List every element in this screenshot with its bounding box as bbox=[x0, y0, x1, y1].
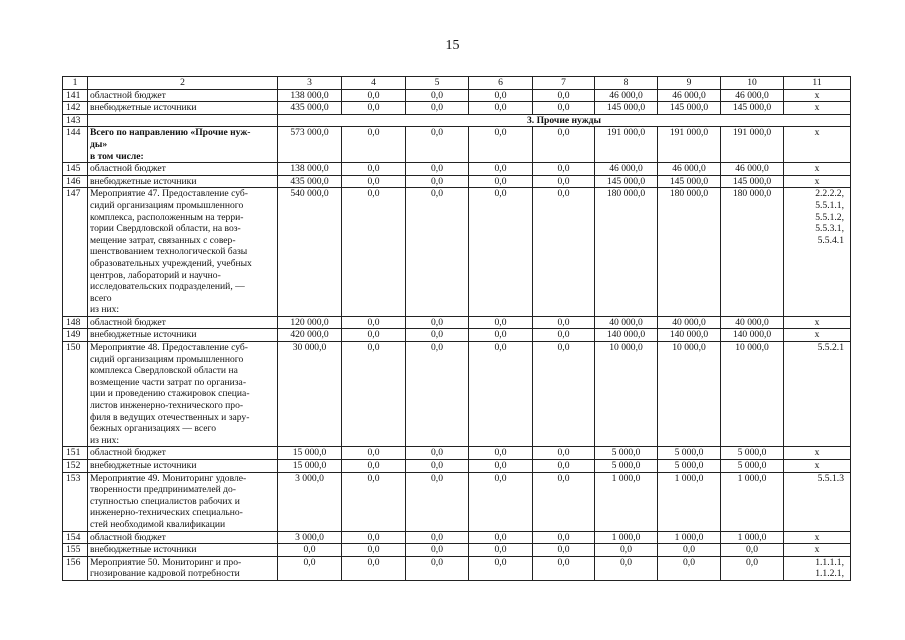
table-row bbox=[63, 114, 851, 127]
value-cell-col9: 0,0 bbox=[658, 544, 721, 557]
table-row bbox=[63, 447, 851, 460]
target-code-cell: 5.5.2.1 bbox=[784, 342, 851, 447]
row-number: 145 bbox=[63, 163, 88, 176]
value-cell-col6: 0,0 bbox=[469, 544, 533, 557]
table-row bbox=[63, 163, 851, 176]
table-row bbox=[63, 472, 851, 531]
value-cell-col8: 0,0 bbox=[595, 544, 658, 557]
target-code-cell: x bbox=[784, 329, 851, 342]
value-cell-col8: 1 000,0 bbox=[595, 531, 658, 544]
value-cell-col9: 145 000,0 bbox=[658, 175, 721, 188]
row-label: областной бюджет bbox=[88, 531, 278, 544]
value-cell-col7: 0,0 bbox=[533, 531, 595, 544]
header-cell-1: 1 bbox=[63, 77, 88, 90]
value-cell-col7: 0,0 bbox=[533, 89, 595, 102]
row-number: 149 bbox=[63, 329, 88, 342]
page-number: 15 bbox=[445, 38, 460, 53]
target-code-cell: x bbox=[784, 544, 851, 557]
value-cell-col9: 46 000,0 bbox=[658, 163, 721, 176]
row-number: 152 bbox=[63, 460, 88, 473]
value-cell-col10: 145 000,0 bbox=[721, 175, 784, 188]
value-cell-col4: 0,0 bbox=[342, 329, 406, 342]
value-cell-col7: 0,0 bbox=[533, 102, 595, 115]
header-cell-5: 5 bbox=[406, 77, 469, 90]
value-cell-col5: 0,0 bbox=[406, 329, 469, 342]
row-label: Мероприятие 50. Мониторинг и про- гнозирование кадровой потребности bbox=[88, 556, 278, 580]
header-cell-9: 9 bbox=[658, 77, 721, 90]
value-cell-col9: 145 000,0 bbox=[658, 102, 721, 115]
row-label: Мероприятие 48. Предоставление суб- сидий организациям промышленного комплекса Свердловской области на возмещение части затрат по организа- ции и проведению стажировок специа- листов инженерно-технического про- филя в ведущих отечественных и зару- бежных организациях — всего из них: bbox=[88, 342, 278, 447]
value-cell-col3: 435 000,0 bbox=[278, 102, 342, 115]
value-cell-col9: 5 000,0 bbox=[658, 460, 721, 473]
value-cell-col3: 138 000,0 bbox=[278, 89, 342, 102]
row-label: внебюджетные источники bbox=[88, 102, 278, 115]
value-cell-col6: 0,0 bbox=[469, 127, 533, 163]
value-cell-col4: 0,0 bbox=[342, 89, 406, 102]
value-cell-col4: 0,0 bbox=[342, 316, 406, 329]
value-cell-col7: 0,0 bbox=[533, 447, 595, 460]
value-cell-col3: 3 000,0 bbox=[278, 531, 342, 544]
table-row bbox=[63, 556, 851, 580]
value-cell-col10: 5 000,0 bbox=[721, 447, 784, 460]
table-header-row bbox=[63, 77, 851, 90]
target-code-cell: x bbox=[784, 89, 851, 102]
target-code-cell: 2.2.2.2, 5.5.1.1, 5.5.1.2, 5.5.3.1, 5.5.4.1 bbox=[784, 188, 851, 317]
value-cell-col6: 0,0 bbox=[469, 460, 533, 473]
value-cell-col4: 0,0 bbox=[342, 472, 406, 531]
value-cell-col8: 5 000,0 bbox=[595, 447, 658, 460]
value-cell-col5: 0,0 bbox=[406, 531, 469, 544]
value-cell-col7: 0,0 bbox=[533, 460, 595, 473]
value-cell-col4: 0,0 bbox=[342, 342, 406, 447]
value-cell-col3: 0,0 bbox=[278, 556, 342, 580]
header-cell-3: 3 bbox=[278, 77, 342, 90]
row-number: 154 bbox=[63, 531, 88, 544]
value-cell-col10: 10 000,0 bbox=[721, 342, 784, 447]
value-cell-col8: 145 000,0 bbox=[595, 102, 658, 115]
table-row bbox=[63, 544, 851, 557]
target-code-cell: 5.5.1.3 bbox=[784, 472, 851, 531]
value-cell-col4: 0,0 bbox=[342, 531, 406, 544]
target-code-cell: x bbox=[784, 102, 851, 115]
value-cell-col10: 40 000,0 bbox=[721, 316, 784, 329]
value-cell-col3: 540 000,0 bbox=[278, 188, 342, 317]
table-row bbox=[63, 316, 851, 329]
target-code-cell: x bbox=[784, 460, 851, 473]
value-cell-col7: 0,0 bbox=[533, 472, 595, 531]
value-cell-col3: 15 000,0 bbox=[278, 460, 342, 473]
value-cell-col8: 140 000,0 bbox=[595, 329, 658, 342]
value-cell-col6: 0,0 bbox=[469, 531, 533, 544]
value-cell-col5: 0,0 bbox=[406, 102, 469, 115]
row-label: Мероприятие 49. Мониторинг удовле- творенности предпринимателей до- ступностью специалистов рабочих и инженерно-технических специально- стей необходимой квалификации bbox=[88, 472, 278, 531]
value-cell-col5: 0,0 bbox=[406, 472, 469, 531]
value-cell-col10: 46 000,0 bbox=[721, 163, 784, 176]
value-cell-col8: 0,0 bbox=[595, 556, 658, 580]
value-cell-col6: 0,0 bbox=[469, 342, 533, 447]
row-number: 156 bbox=[63, 556, 88, 580]
header-cell-7: 7 bbox=[533, 77, 595, 90]
value-cell-col9: 40 000,0 bbox=[658, 316, 721, 329]
value-cell-col4: 0,0 bbox=[342, 544, 406, 557]
row-number: 151 bbox=[63, 447, 88, 460]
value-cell-col3: 0,0 bbox=[278, 544, 342, 557]
value-cell-col9: 1 000,0 bbox=[658, 531, 721, 544]
value-cell-col5: 0,0 bbox=[406, 556, 469, 580]
value-cell-col4: 0,0 bbox=[342, 163, 406, 176]
table-row bbox=[63, 102, 851, 115]
value-cell-col4: 0,0 bbox=[342, 556, 406, 580]
value-cell-col6: 0,0 bbox=[469, 316, 533, 329]
value-cell-col3: 3 000,0 bbox=[278, 472, 342, 531]
value-cell-col5: 0,0 bbox=[406, 342, 469, 447]
target-code-cell: x bbox=[784, 531, 851, 544]
value-cell-col9: 140 000,0 bbox=[658, 329, 721, 342]
row-number: 142 bbox=[63, 102, 88, 115]
target-code-cell: x bbox=[784, 447, 851, 460]
header-cell-11: 11 bbox=[784, 77, 851, 90]
value-cell-col4: 0,0 bbox=[342, 175, 406, 188]
row-number: 146 bbox=[63, 175, 88, 188]
budget-table bbox=[62, 76, 851, 581]
row-number: 144 bbox=[63, 127, 88, 163]
value-cell-col5: 0,0 bbox=[406, 460, 469, 473]
value-cell-col10: 0,0 bbox=[721, 544, 784, 557]
value-cell-col7: 0,0 bbox=[533, 556, 595, 580]
value-cell-col6: 0,0 bbox=[469, 163, 533, 176]
value-cell-col3: 120 000,0 bbox=[278, 316, 342, 329]
value-cell-col3: 435 000,0 bbox=[278, 175, 342, 188]
row-label: Всего по направлению «Прочие нуж- ды» в том числе: bbox=[88, 127, 278, 163]
value-cell-col4: 0,0 bbox=[342, 447, 406, 460]
value-cell-col6: 0,0 bbox=[469, 329, 533, 342]
value-cell-col9: 46 000,0 bbox=[658, 89, 721, 102]
value-cell-col4: 0,0 bbox=[342, 102, 406, 115]
value-cell-col5: 0,0 bbox=[406, 316, 469, 329]
value-cell-col5: 0,0 bbox=[406, 127, 469, 163]
row-number: 148 bbox=[63, 316, 88, 329]
value-cell-col8: 180 000,0 bbox=[595, 188, 658, 317]
value-cell-col8: 46 000,0 bbox=[595, 89, 658, 102]
value-cell-col10: 5 000,0 bbox=[721, 460, 784, 473]
value-cell-col5: 0,0 bbox=[406, 447, 469, 460]
value-cell-col10: 145 000,0 bbox=[721, 102, 784, 115]
value-cell-col7: 0,0 bbox=[533, 329, 595, 342]
table-row bbox=[63, 460, 851, 473]
value-cell-col9: 5 000,0 bbox=[658, 447, 721, 460]
value-cell-col3: 15 000,0 bbox=[278, 447, 342, 460]
value-cell-col10: 140 000,0 bbox=[721, 329, 784, 342]
row-label bbox=[88, 114, 278, 127]
row-label: областной бюджет bbox=[88, 89, 278, 102]
value-cell-col4: 0,0 bbox=[342, 188, 406, 317]
value-cell-col8: 40 000,0 bbox=[595, 316, 658, 329]
value-cell-col5: 0,0 bbox=[406, 544, 469, 557]
value-cell-col10: 1 000,0 bbox=[721, 472, 784, 531]
value-cell-col3: 420 000,0 bbox=[278, 329, 342, 342]
row-label: внебюджетные источники bbox=[88, 544, 278, 557]
value-cell-col8: 10 000,0 bbox=[595, 342, 658, 447]
value-cell-col5: 0,0 bbox=[406, 188, 469, 317]
value-cell-col9: 0,0 bbox=[658, 556, 721, 580]
row-label: областной бюджет bbox=[88, 316, 278, 329]
value-cell-col6: 0,0 bbox=[469, 102, 533, 115]
value-cell-col3: 573 000,0 bbox=[278, 127, 342, 163]
value-cell-col6: 0,0 bbox=[469, 188, 533, 317]
table-row bbox=[63, 531, 851, 544]
value-cell-col8: 5 000,0 bbox=[595, 460, 658, 473]
row-number: 155 bbox=[63, 544, 88, 557]
value-cell-col3: 138 000,0 bbox=[278, 163, 342, 176]
table-row bbox=[63, 175, 851, 188]
target-code-cell: x bbox=[784, 175, 851, 188]
value-cell-col5: 0,0 bbox=[406, 89, 469, 102]
row-label: областной бюджет bbox=[88, 447, 278, 460]
value-cell-col9: 10 000,0 bbox=[658, 342, 721, 447]
value-cell-col6: 0,0 bbox=[469, 89, 533, 102]
header-cell-4: 4 bbox=[342, 77, 406, 90]
value-cell-col10: 1 000,0 bbox=[721, 531, 784, 544]
value-cell-col9: 1 000,0 bbox=[658, 472, 721, 531]
header-cell-2: 2 bbox=[88, 77, 278, 90]
header-cell-8: 8 bbox=[595, 77, 658, 90]
table-row bbox=[63, 188, 851, 317]
row-label: внебюджетные источники bbox=[88, 175, 278, 188]
value-cell-col6: 0,0 bbox=[469, 472, 533, 531]
value-cell-col8: 191 000,0 bbox=[595, 127, 658, 163]
value-cell-col10: 180 000,0 bbox=[721, 188, 784, 317]
value-cell-col7: 0,0 bbox=[533, 342, 595, 447]
header-cell-6: 6 bbox=[469, 77, 533, 90]
section-title: 3. Прочие нужды bbox=[278, 114, 851, 127]
value-cell-col7: 0,0 bbox=[533, 188, 595, 317]
value-cell-col10: 191 000,0 bbox=[721, 127, 784, 163]
value-cell-col10: 46 000,0 bbox=[721, 89, 784, 102]
value-cell-col5: 0,0 bbox=[406, 175, 469, 188]
value-cell-col3: 30 000,0 bbox=[278, 342, 342, 447]
table-body bbox=[63, 77, 851, 581]
value-cell-col8: 1 000,0 bbox=[595, 472, 658, 531]
target-code-cell: 1.1.1.1, 1.1.2.1, bbox=[784, 556, 851, 580]
value-cell-col7: 0,0 bbox=[533, 544, 595, 557]
value-cell-col9: 180 000,0 bbox=[658, 188, 721, 317]
value-cell-col7: 0,0 bbox=[533, 127, 595, 163]
row-label: внебюджетные источники bbox=[88, 329, 278, 342]
header-cell-10: 10 bbox=[721, 77, 784, 90]
value-cell-col7: 0,0 bbox=[533, 163, 595, 176]
row-label: внебюджетные источники bbox=[88, 460, 278, 473]
row-number: 141 bbox=[63, 89, 88, 102]
value-cell-col5: 0,0 bbox=[406, 163, 469, 176]
value-cell-col7: 0,0 bbox=[533, 175, 595, 188]
row-number: 153 bbox=[63, 472, 88, 531]
value-cell-col7: 0,0 bbox=[533, 316, 595, 329]
row-label: областной бюджет bbox=[88, 163, 278, 176]
row-number: 147 bbox=[63, 188, 88, 317]
value-cell-col6: 0,0 bbox=[469, 556, 533, 580]
value-cell-col9: 191 000,0 bbox=[658, 127, 721, 163]
row-number: 150 bbox=[63, 342, 88, 447]
target-code-cell: x bbox=[784, 316, 851, 329]
row-number: 143 bbox=[63, 114, 88, 127]
value-cell-col4: 0,0 bbox=[342, 127, 406, 163]
value-cell-col8: 46 000,0 bbox=[595, 163, 658, 176]
table-row bbox=[63, 329, 851, 342]
target-code-cell: x bbox=[784, 127, 851, 163]
value-cell-col8: 145 000,0 bbox=[595, 175, 658, 188]
value-cell-col6: 0,0 bbox=[469, 447, 533, 460]
value-cell-col6: 0,0 bbox=[469, 175, 533, 188]
value-cell-col4: 0,0 bbox=[342, 460, 406, 473]
table-row bbox=[63, 127, 851, 163]
table-row bbox=[63, 89, 851, 102]
row-label: Мероприятие 47. Предоставление суб- сидий организациям промышленного комплекса, расположенным на терри- тории Свердловской области, на воз- мещение затрат, связанных с совер- шенствованием технологической базы образовательных учреждений, учебных центров, лабораторий и научно- исследовательских подразделений, — всего из них: bbox=[88, 188, 278, 317]
target-code-cell: x bbox=[784, 163, 851, 176]
table-row bbox=[63, 342, 851, 447]
value-cell-col10: 0,0 bbox=[721, 556, 784, 580]
